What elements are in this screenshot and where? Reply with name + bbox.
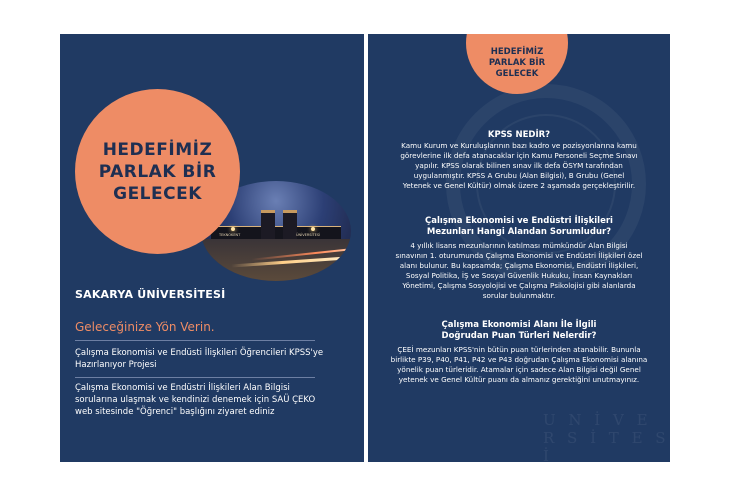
section-body: ÇEEİ mezunları KPSS'nin bütün puan türlerinden atanabilir. Bununla birlikte P39, P40, P41, P42 ve P43 doğrudan Çalışma Ekonomisi alanına yönelik puan türleridir. Atamalar için sadece Alan Bilgisi değil Genel yetenek ve Genel Kültür puanı da almanız gerektiğini unutmayınız.: [390, 345, 648, 384]
photo-lamp: [231, 227, 235, 231]
headline-text-small: HEDEFİMİZ PARLAK BİR GELECEK: [488, 47, 546, 79]
slogan: Geleceğinize Yön Verin.: [75, 320, 215, 334]
photo-lamp: [311, 227, 315, 231]
section-responsibility: [368, 216, 670, 301]
info-paragraph: Çalışma Ekonomisi ve Endüstri İlişkileri Alan Bilgisi sorularına ulaşmak ve kendinizi denemek için SAÜ ÇEKO web sitesinde "Öğrenci" başlığını ziyaret ediniz: [75, 383, 316, 417]
photo-sign-left: TEKNOKENT: [219, 233, 241, 237]
section-title: Çalışma Ekonomisi Alanı İle İlgili Doğrudan Puan Türleri Nelerdir?: [441, 320, 597, 341]
photo-gate-left: [261, 210, 275, 241]
section-kpss: [368, 130, 670, 191]
section-score-types: [368, 320, 670, 385]
headline-text: HEDEFİMİZ PARLAK BİR GELECEK: [98, 139, 217, 204]
photo-gate-right: [283, 210, 297, 241]
watermark-text: U N İ V E R S İ T E S İ: [543, 411, 670, 462]
project-title: Çalışma Ekonomisi ve Endüsti İlişkileri Öğrencileri KPSS'ye Hazırlanıyor Projesi: [75, 348, 324, 370]
headline-circle-small: [466, 34, 568, 94]
headline-circle: [75, 89, 240, 254]
section-body: Kamu Kurum ve Kuruluşlarının bazı kadro ve pozisyonlarına kamu görevlerine ilk defa atanacaklar için Kamu Personeli Seçme Sınavı yapılır. KPSS olarak bilinen sınav ilk defa ÖSYM tarafından uygulanmıştır. KPSS A Grubu (Alan Bilgisi), B Grubu (Genel Yetenek ve Genel Kültür) olmak üzere 2 aşamada gerçekleştirilir.: [400, 141, 638, 190]
section-title: Çalışma Ekonomisi ve Endüstri İlişkileri Mezunları Hangi Alandan Sorumludur?: [425, 216, 613, 237]
divider: [75, 340, 315, 341]
left-brochure-panel: [60, 34, 364, 462]
right-brochure-panel: [368, 34, 670, 462]
university-name: SAKARYA ÜNİVERSİTESİ: [75, 288, 226, 301]
divider: [75, 377, 315, 378]
photo-sign-right: ÜNİVERSİTESİ: [296, 233, 321, 237]
section-title: KPSS NEDİR?: [487, 130, 551, 140]
section-body: 4 yıllık lisans mezunlarının katılması mümkündür Alan Bilgisi sınavının 1. oturumunda Çalışma Ekonomisi ve Endüstri İlişkileri özel alanı bulunur. Bu kapsamda; Çalışma Ekonomisi, Endüstri İlişkileri, Sosyal Politika, İŞ ve Sosyal Güvenlik Hukuku, İnsan Kaynakları Yönetimi, Çalışma Sosyolojisi ve Çalışma Psikolojisi gibi alanlarda sorular bulunmaktır.: [395, 241, 643, 300]
